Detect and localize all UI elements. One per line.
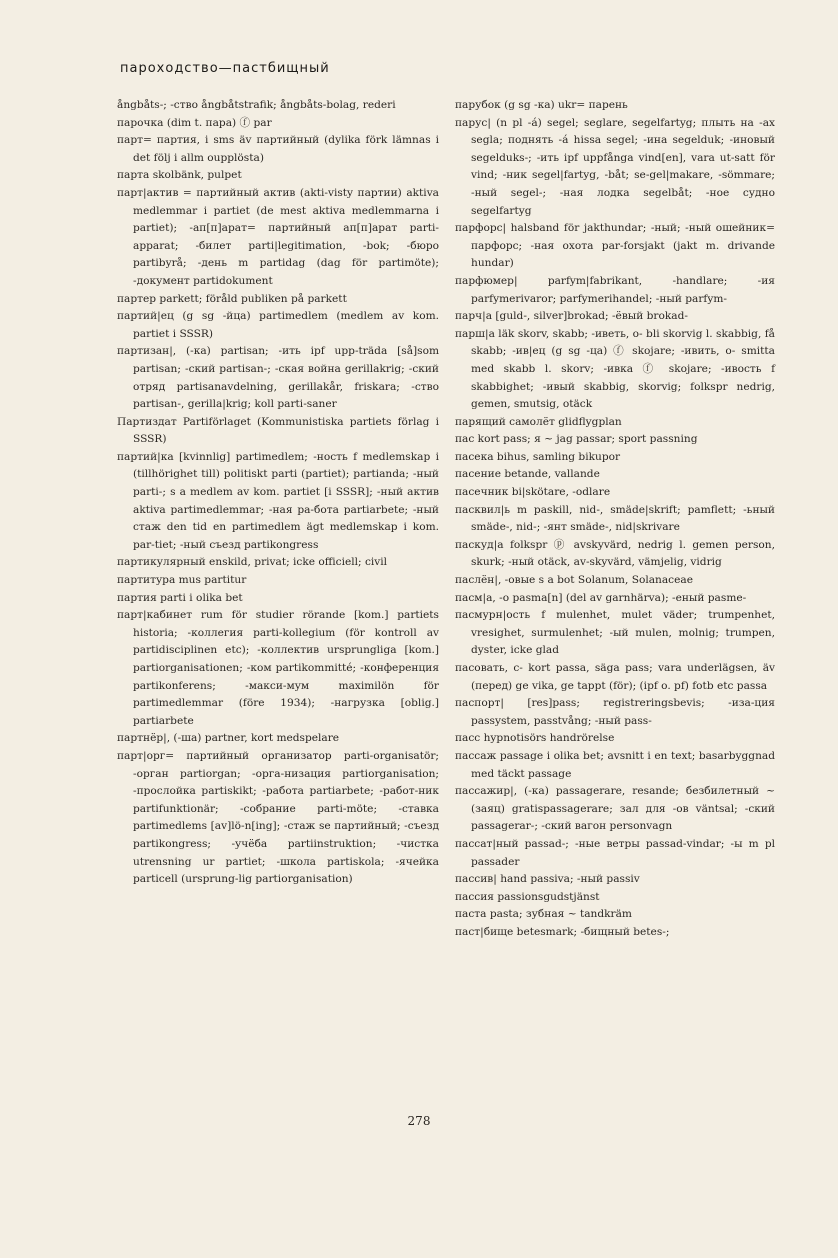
- dictionary-entry: парус| (n pl -á) segel; seglare, segelfartyg; плыть на -ах segla; поднять -á hissa segel; -ина segelduk; -иновый segelduks-; -ить ipf uppfånga vind[en], vara ut-satt för vind; -ник segel|fartyg, -båt; se-gel|makare, -sömmare; -ный segel-; -ная лодка segelbåt; -ное судно segelfartyg: [455, 116, 775, 217]
- dictionary-entry: парящий самолёт glidflygplan: [455, 415, 622, 428]
- dictionary-entry: парт= партия, i sms äv партийный (dylika förk lämnas i det följ i allm oupplösta): [117, 134, 439, 164]
- dictionary-entry: парш|а läk skorv, skabb; -иветь, о- bli skorvig l. skabbig, få skabb; -ив|ец (g sg -ца) ⓕ skojare; -ивить, о- smitta med skabb l. skorv; -ивка ⓕ skojare; -ивость f skabbighet; -ивый skabbig, skorvig; folkspr nedrig, gemen, smutsig, otäck: [455, 327, 775, 411]
- dictionary-entry: парочка (dim t. пара) ⓕ par: [117, 116, 272, 129]
- dictionary-entry: пассив| hand passiva; -ный passiv: [455, 873, 640, 886]
- dictionary-entry: парфюмер| parfym|fabrikant, -handlare; -ия parfymerivaror; parfymerihandel; -ный parfym-: [455, 274, 775, 305]
- dictionary-entry: паспорт| [res]pass; registreringsbevis; -иза-ция passystem, passtvång; -ный pass-: [455, 697, 775, 727]
- dictionary-entry: пасечник bi|skötare, -odlare: [455, 486, 611, 499]
- page-number: 278: [407, 1114, 431, 1128]
- dictionary-entry: пассаж passage i olika bet; avsnitt i en text; basarbyggnad med täckt passage: [455, 749, 775, 780]
- dictionary-entry: партия parti i olika bet: [117, 591, 243, 604]
- dictionary-entry: паста pasta; зубная ~ tandkräm: [455, 908, 632, 921]
- dictionary-entry: партизан|, (-ка) partisan; -ить ipf upp-träda [så]som partisan; -ский partisan-; -ская война gerillakrig; -ский отряд partisanavdelning, gerillakår, friskara; -ство partisan-, gerilla|krig; koll parti-saner: [117, 345, 439, 411]
- dictionary-entry: пассажир|, (-ка) passagerare, resande; безбилетный ~ (заяц) gratispassagerare; зал для -ов väntsal; -ский passagerar-; -ский вагон personvagn: [455, 785, 775, 833]
- dictionary-entry: паслён|, -овые s a bot Solanum, Solanaceae: [455, 574, 693, 587]
- dictionary-entry: Партиздат Partiförlaget (Kommunistiska partiets förlag i SSSR): [117, 415, 439, 446]
- dictionary-entry: партер parkett; föråld publiken på parkett: [117, 292, 347, 305]
- right-column: [455, 97, 775, 942]
- dictionary-entry: партикулярный enskild, privat; icke officiell; civil: [117, 556, 388, 569]
- left-column: [117, 97, 439, 889]
- dictionary-entry: пас kort pass; я ~ jag passar; sport passning: [455, 433, 698, 446]
- dictionary-entry: парч|а [guld-, silver]brokad; -ёвый brokad-: [455, 310, 688, 323]
- dictionary-entry: пасмурн|ость f mulenhet, mulet väder; trumpenhet, vresighet, surmulenhet; -ый mulen, molnig; trumpen, dyster, icke glad: [455, 609, 775, 657]
- dictionary-entry: ångbåts-; -ство ångbåtstrafik; ångbåts-bolag, rederi: [117, 99, 396, 111]
- dictionary-entry: пасение betande, vallande: [455, 468, 600, 481]
- dictionary-entry: парубок (g sg -ка) ukr= парень: [455, 99, 628, 111]
- dictionary-entry: паст|бище betesmark; -бищный betes-;: [455, 925, 670, 938]
- dictionary-entry: пасовать, с- kort passa, säga pass; vara underlägsen, äv (перед) ge vika, ge tappt (för); (ipf o. pf) fotb etc passa: [455, 662, 775, 692]
- dictionary-entry: парт|актив = партийный актив (akti-visty партии) aktiva medlemmar i partiet (de mest aktiva medlemmarna i partiet); -ап[п]арат= партийный ап[п]арат parti-apparat; -билет parti|legitimation, -bok; -бюро partibyrå; -день m partidag (dag för partimöte); -документ partidokument: [117, 186, 439, 287]
- dictionary-entry: пассат|ный passad-; -ные ветры passad-vindar; -ы m pl passader: [455, 837, 775, 868]
- dictionary-entry: паскуд|а folkspr ⓟ avskyvärd, nedrig l. gemen person, skurk; -ный otäck, av-skyvärd, vämjelig, vidrig: [455, 538, 775, 569]
- dictionary-entry: партитура mus partitur: [117, 574, 247, 587]
- dictionary-entry: парфорс| halsband för jakthundar; -ный; -ный ошейник= парфорс; -ная охота par-forsjakt (jakt m. drivande hundar): [455, 222, 775, 270]
- dictionary-entry: партий|ец (g sg -йца) partimedlem (medlem av kom. partiet i SSSR): [117, 310, 439, 340]
- dictionary-entry: парта skolbänk, pulpet: [117, 169, 242, 182]
- page-header-title: пароходство—пастбищный: [120, 61, 330, 76]
- dictionary-entry: пасм|а, -о pasma[n] (del av garnhärva); -еный pasme-: [455, 591, 747, 604]
- dictionary-entry: пассия passionsgudstjänst: [455, 890, 600, 903]
- dictionary-entry: пасс hypnotisörs handrörelse: [455, 732, 615, 745]
- dictionary-entry: пасека bihus, samling bikupor: [455, 450, 621, 463]
- dictionary-entry: партий|ка [kvinnlig] partimedlem; -ность f medlemskap i (tillhörighet till) politiskt parti (partiet); partianda; -ный parti-; s a medlem av kom. partiet [i SSSR]; -ный актив aktiva partimedlemmar; -ная ра-бота partiarbete; -ный стаж den tid en partimedlem ägt medlemskap i kom. par-tiet; -ный съезд partikongress: [117, 450, 439, 551]
- dictionary-entry: пасквил|ь m paskill, nid-, smäde|skrift; pamflett; -ьный smäde-, nid-; -янт smäde-, nid|skrivare: [455, 503, 775, 534]
- dictionary-entry: партнёр|, (-ша) partner, kort medspelare: [117, 732, 340, 745]
- dictionary-entry: парт|орг= партийный организатор parti-organisatör; -орган partiorgan; -орга-низация partiorganisation; -прослойка partiskikt; -работа partiarbete; -работ-ник partifunktionär; -собрание parti-möte; -ставка partimedlems [av]lö-n[ing]; -стаж se партийный; -съезд partikongress; -учёба partiinstruktion; -чистка utrensning ur partiet; -школа partiskola; -ячейка particell (ursprung-lig partiorganisation): [117, 749, 439, 886]
- dictionary-entry: парт|кабинет rum för studier rörande [kom.] partiets historia; -коллегия parti-kollegium (för kontroll av partidisciplinen etc); -коллектив ursprungliga [kom.] partiorganisationen; -ком partikommitté; -конференция partikonferens; -макси-мум maximilön för partimedlemmar (före 1934); -нагрузка [oblig.] partiarbete: [117, 609, 439, 727]
